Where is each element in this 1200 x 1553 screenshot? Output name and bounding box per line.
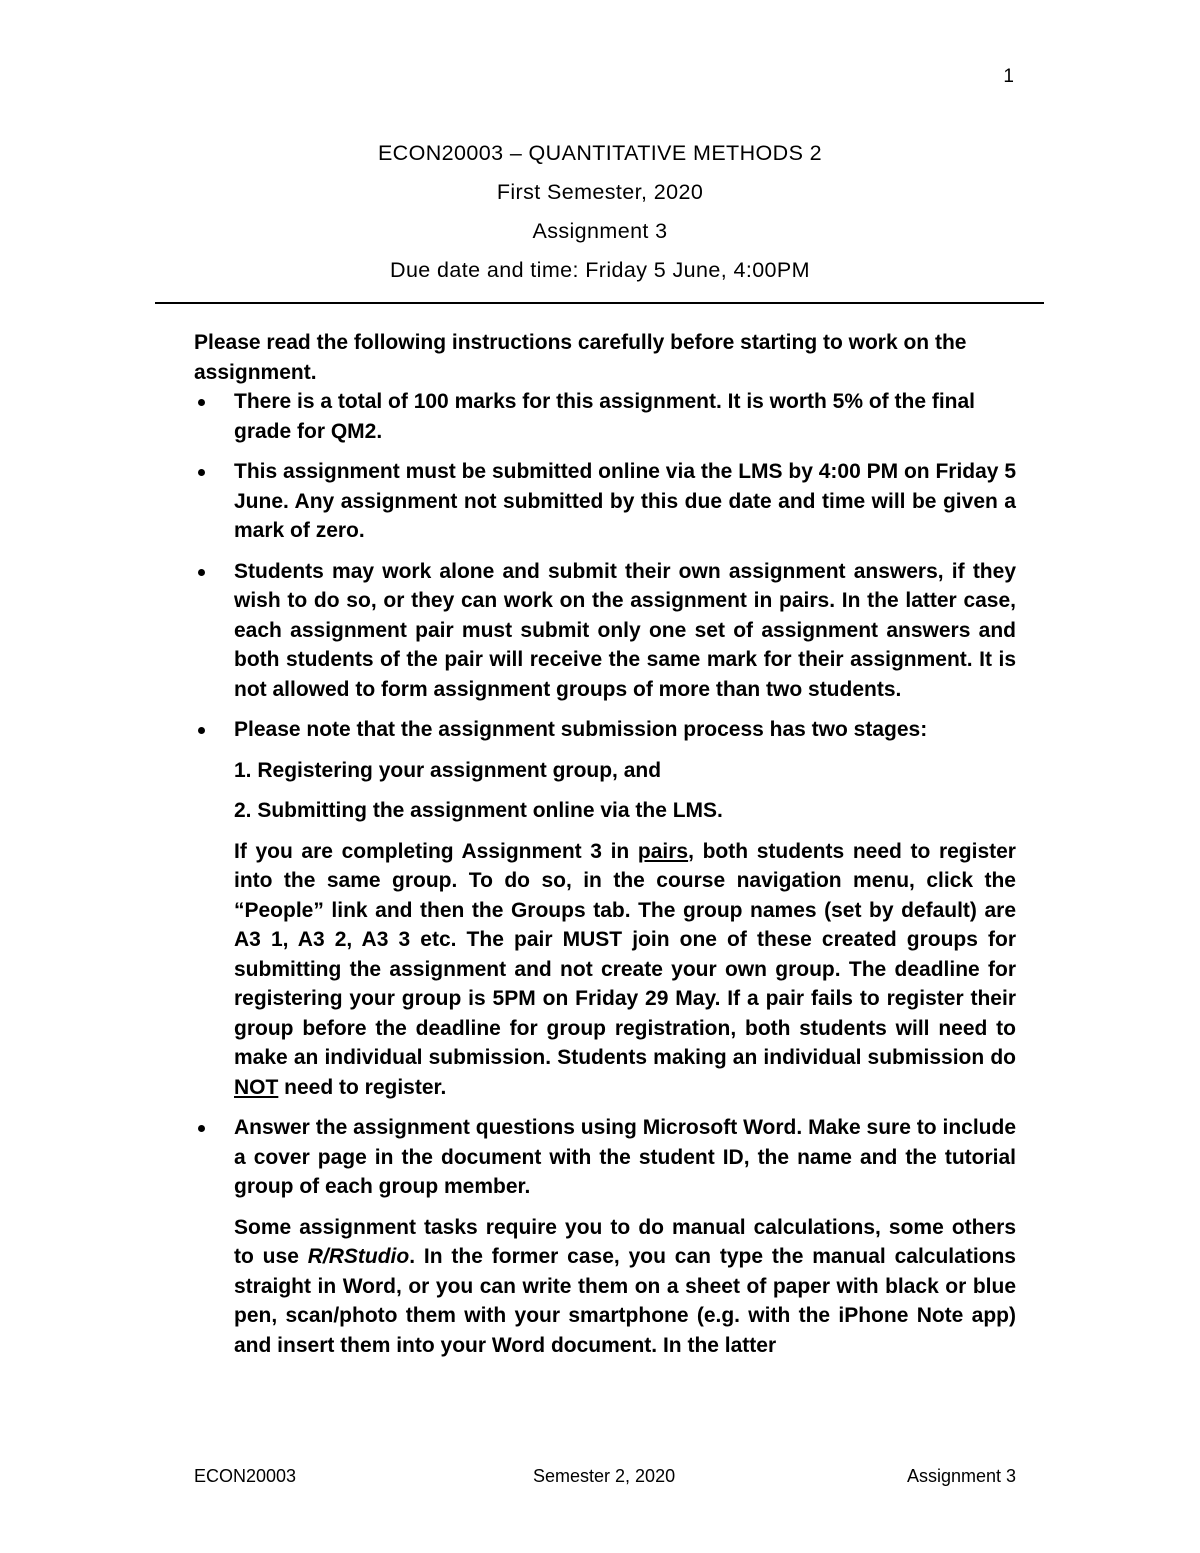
bullet-icon bbox=[198, 727, 205, 734]
step-two: 2. Submitting the assignment online via the LMS. bbox=[234, 799, 723, 822]
text-segment: , both students need to register into the same group. To do so, in the course navigation menu, click the “People” link and then the Groups tab. The group names (set by default) are A3 1, A3 2, A3 3 etc. The pair MUST join one of these created groups for submitting the assignment and not create your own group. The deadline for registering your group is 5PM on Friday 29 May. If a pair fails to register their group before the deadline for group registration, both students will need to make an individual submission. Students making an individual submission do bbox=[234, 839, 1016, 1069]
text-segment: If you are completing Assignment 3 in bbox=[234, 839, 638, 863]
due-date-line: Due date and time: Friday 5 June, 4:00PM bbox=[390, 258, 810, 282]
header-divider bbox=[155, 302, 1044, 304]
text-segment: need to register. bbox=[278, 1075, 447, 1099]
document-header bbox=[0, 134, 1200, 290]
underlined-not: NOT bbox=[234, 1075, 279, 1099]
footer-assignment: Assignment 3 bbox=[906, 1466, 1016, 1486]
bullet-text: Students may work alone and submit their own assignment answers, if they wish to do so, or they can work on the assignment in pairs. In the latter case, each assignment pair must submit only one set of assignment answers and both students of the pair will receive the same mark for their assignment. It is not allowed to form assignment groups of more than two students. bbox=[234, 559, 1016, 701]
list-item-process bbox=[194, 715, 1016, 1102]
bullet-icon bbox=[198, 399, 205, 406]
assignment-title: Assignment 3 bbox=[532, 219, 668, 243]
bullet-text: This assignment must be submitted online via the LMS by 4:00 PM on Friday 5 June. Any assignment not submitted by this due date and time will be given a mark of zero. bbox=[234, 460, 1016, 542]
bullet-text: There is a total of 100 marks for this assignment. It is worth 5% of the final grade for QM2. bbox=[234, 390, 975, 443]
footer-course: ECON20003 bbox=[194, 1466, 297, 1486]
list-item-pairs bbox=[194, 557, 1016, 705]
group-registration-paragraph bbox=[234, 837, 1016, 1103]
underlined-pairs: pairs bbox=[637, 839, 689, 863]
instruction-list bbox=[194, 387, 1016, 1360]
intro-paragraph: Please read the following instructions carefully before starting to work on the assignment. bbox=[194, 331, 967, 384]
text-segment: Some assignment tasks require you to do manual calculations, some others to use bbox=[234, 1215, 1016, 1268]
footer-semester: Semester 2, 2020 bbox=[533, 1466, 676, 1486]
text-segment: . In the former case, you can type the manual calculations straight in Word, or you can write them on a sheet of paper with black or blue pen, scan/photo them with your smartphone (e.g. with the iPhone Note app) and insert them into your Word document. In the latter bbox=[234, 1245, 1016, 1357]
semester-line: First Semester, 2020 bbox=[496, 180, 704, 204]
instructions-body bbox=[194, 328, 1016, 1371]
software-name: R/RStudio bbox=[307, 1245, 410, 1268]
bullet-lead: Please note that the assignment submission process has two stages: bbox=[234, 718, 928, 741]
bullet-icon bbox=[198, 569, 205, 576]
page-number: 1 bbox=[1003, 66, 1014, 87]
bullet-lead: Answer the assignment questions using Microsoft Word. Make sure to include a cover page in the document with the student ID, the name and the tutorial group of each group member. bbox=[234, 1116, 1016, 1198]
bullet-icon bbox=[198, 469, 205, 476]
manual-calculations-paragraph bbox=[234, 1213, 1016, 1361]
step-one: 1. Registering your assignment group, and bbox=[234, 758, 662, 782]
bullet-icon bbox=[198, 1125, 205, 1132]
list-item-marks bbox=[194, 387, 1016, 446]
course-title: ECON20003 – QUANTITATIVE METHODS 2 bbox=[377, 141, 823, 165]
list-item-submission bbox=[194, 457, 1016, 546]
list-item-word bbox=[194, 1113, 1016, 1360]
